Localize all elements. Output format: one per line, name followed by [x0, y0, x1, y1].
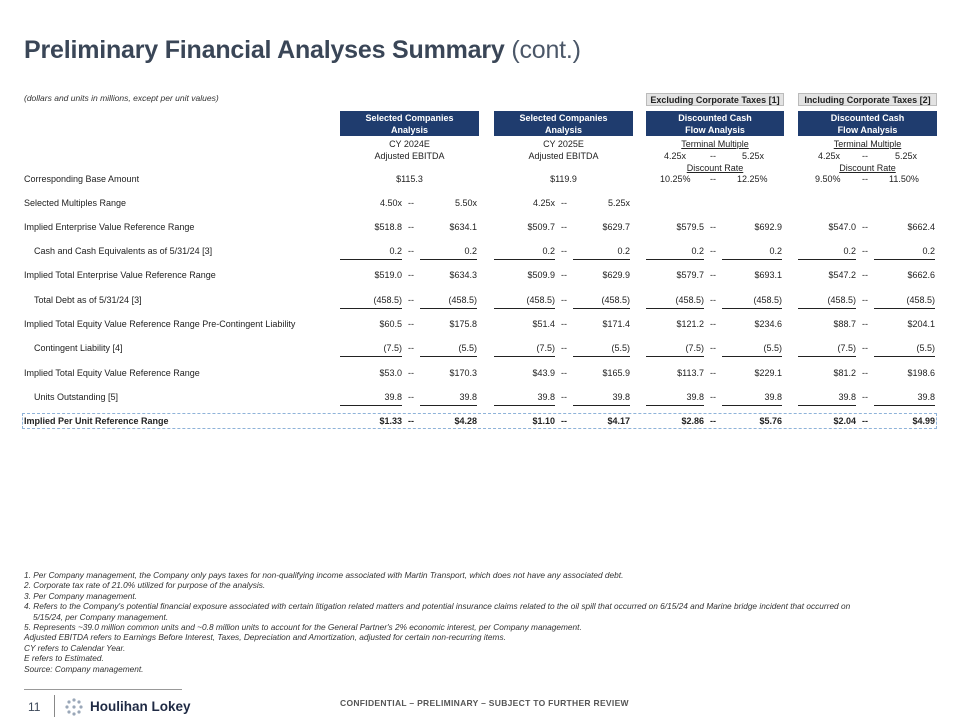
- row-label: Implied Total Enterprise Value Reference Range: [24, 270, 216, 280]
- row-label: Total Debt as of 5/31/24 [3]: [34, 295, 142, 305]
- value-cell: --: [408, 246, 414, 256]
- value-cell: --: [561, 416, 567, 426]
- column-header-2: Selected Companies Analysis: [494, 111, 633, 136]
- value-cell: $629.7: [602, 222, 630, 232]
- value-cell: --: [710, 319, 716, 329]
- houlihan-lokey-logo-icon: [64, 697, 84, 717]
- footnote: 1. Per Company management, the Company only pays taxes for non-qualifying income associated with Martin Transport, which does not have any associated debt.: [24, 570, 624, 580]
- value-cell: (458.5): [827, 295, 856, 305]
- value-cell: 0.2: [464, 246, 477, 256]
- footnote: 3. Per Company management.: [24, 590, 137, 601]
- value-cell: $579.5: [676, 222, 704, 232]
- footnote: CY refers to Calendar Year.: [24, 642, 126, 653]
- implied-per-unit-highlight: [22, 413, 937, 429]
- value-cell: $519.0: [374, 270, 402, 280]
- value-cell: (7.5): [685, 343, 704, 353]
- row-label: Implied Enterprise Value Reference Range: [24, 222, 195, 232]
- value-cell: --: [710, 343, 716, 353]
- value-cell: --: [408, 222, 414, 232]
- value-cell: --: [862, 319, 868, 329]
- footnote: 2. Corporate tax rate of 21.0% utilized for purpose of the analysis.: [24, 580, 266, 591]
- footnotes: [24, 570, 939, 674]
- value-cell: (458.5): [526, 295, 555, 305]
- value-cell: $579.7: [676, 270, 704, 280]
- value-cell: --: [408, 416, 414, 426]
- value-cell: $662.6: [907, 270, 935, 280]
- value-cell: 39.8: [459, 392, 477, 402]
- value-cell: $60.5: [379, 319, 402, 329]
- base-amount-col-2: $119.9: [550, 174, 577, 184]
- subtotal-underline: [494, 308, 555, 309]
- value-cell: --: [561, 246, 567, 256]
- base-amount-col-3-dash: --: [710, 174, 716, 184]
- subtotal-underline: [646, 405, 704, 406]
- subtotal-underline: [798, 405, 856, 406]
- value-cell: --: [561, 222, 567, 232]
- subtotal-underline: [874, 356, 935, 357]
- value-cell: $547.0: [828, 222, 856, 232]
- value-cell: --: [710, 368, 716, 378]
- value-cell: $234.6: [754, 319, 782, 329]
- value-cell: $229.1: [754, 368, 782, 378]
- footer-separator: [54, 695, 55, 717]
- value-cell: --: [561, 295, 567, 305]
- value-cell: --: [862, 368, 868, 378]
- value-cell: $204.1: [907, 319, 935, 329]
- multiples-col-2-dash: --: [561, 198, 567, 208]
- subtotal-underline: [494, 405, 555, 406]
- value-cell: --: [862, 270, 868, 280]
- column-4-multiple-low: 4.25x: [818, 151, 841, 161]
- value-cell: (458.5): [373, 295, 402, 305]
- value-cell: $5.76: [759, 416, 782, 426]
- value-cell: $121.2: [676, 319, 704, 329]
- row-label: Implied Per Unit Reference Range: [24, 416, 169, 426]
- value-cell: --: [710, 270, 716, 280]
- value-cell: $1.33: [379, 416, 402, 426]
- value-cell: --: [862, 343, 868, 353]
- subtotal-underline: [340, 259, 402, 260]
- subtotal-underline: [573, 356, 630, 357]
- subtotal-underline: [420, 259, 477, 260]
- value-cell: $629.9: [602, 270, 630, 280]
- base-amount-col-4-low: 9.50%: [815, 174, 841, 184]
- value-cell: 39.8: [686, 392, 704, 402]
- column-3-multiple-dash: --: [710, 151, 716, 161]
- subtotal-underline: [573, 259, 630, 260]
- column-4-discount-rate: Discount Rate: [839, 163, 896, 173]
- subtotal-underline: [340, 356, 402, 357]
- value-cell: 0.2: [922, 246, 935, 256]
- subtotal-underline: [573, 308, 630, 309]
- value-cell: $165.9: [602, 368, 630, 378]
- footnote: 5/15/24, per Company management.: [33, 611, 169, 622]
- footnote: 5. Represents ~39.0 million common units and ~0.8 million units to account for the General Partner's 2% economic interest, per Company management.: [24, 622, 582, 633]
- column-header-3: Discounted Cash Flow Analysis: [646, 111, 784, 136]
- row-label-base-amount: Corresponding Base Amount: [24, 174, 140, 184]
- value-cell: (458.5): [448, 295, 477, 305]
- value-cell: 39.8: [612, 392, 630, 402]
- footnote: 4. Refers to the Company's potential financial exposure associated with certain litigation related matters and potential insurance claims related to the oil spill that occurred on 6/15/24 and Marine bridge incident that occurred on: [24, 601, 851, 612]
- confidential-notice: CONFIDENTIAL – PRELIMINARY – SUBJECT TO FURTHER REVIEW: [340, 698, 629, 708]
- column-1-period: CY 2024E: [389, 139, 430, 149]
- base-amount-col-3-high: 12.25%: [737, 174, 768, 184]
- subtotal-underline: [722, 259, 782, 260]
- column-2-metric: Adjusted EBITDA: [528, 151, 599, 161]
- value-cell: (5.5): [611, 343, 630, 353]
- footer-divider: [24, 689, 182, 690]
- value-cell: (5.5): [763, 343, 782, 353]
- value-cell: (7.5): [837, 343, 856, 353]
- base-amount-col-1: $115.3: [396, 174, 423, 184]
- subtotal-underline: [798, 259, 856, 260]
- subtotal-underline: [874, 405, 935, 406]
- value-cell: $4.17: [607, 416, 630, 426]
- value-cell: $81.2: [833, 368, 856, 378]
- value-cell: --: [710, 222, 716, 232]
- value-cell: --: [408, 343, 414, 353]
- value-cell: $51.4: [532, 319, 555, 329]
- multiples-col-1-low: 4.50x: [379, 198, 402, 208]
- subtotal-underline: [722, 356, 782, 357]
- scenario-including-taxes: Including Corporate Taxes [2]: [798, 93, 937, 106]
- value-cell: --: [710, 295, 716, 305]
- footnote: E refers to Estimated.: [24, 653, 104, 664]
- base-amount-col-3-low: 10.25%: [660, 174, 691, 184]
- value-cell: $2.04: [833, 416, 856, 426]
- value-cell: $518.8: [374, 222, 402, 232]
- page-title: Preliminary Financial Analyses Summary (cont.): [24, 36, 581, 64]
- value-cell: --: [710, 246, 716, 256]
- value-cell: 0.2: [389, 246, 402, 256]
- value-cell: --: [408, 295, 414, 305]
- base-amount-col-4-high: 11.50%: [889, 174, 919, 184]
- footnote: Adjusted EBITDA refers to Earnings Before Interest, Taxes, Depreciation and Amortization, adjusted for certain non-recurring items.: [24, 632, 506, 643]
- value-cell: $547.2: [828, 270, 856, 280]
- value-cell: --: [408, 392, 414, 402]
- value-cell: (458.5): [601, 295, 630, 305]
- value-cell: --: [408, 368, 414, 378]
- subtotal-underline: [874, 308, 935, 309]
- subtotal-underline: [646, 308, 704, 309]
- value-cell: $2.86: [681, 416, 704, 426]
- multiples-col-2-high: 5.25x: [607, 198, 630, 208]
- value-cell: --: [561, 392, 567, 402]
- value-cell: --: [561, 319, 567, 329]
- value-cell: --: [862, 416, 868, 426]
- value-cell: $198.6: [907, 368, 935, 378]
- value-cell: $171.4: [602, 319, 630, 329]
- value-cell: 39.8: [838, 392, 856, 402]
- column-3-terminal-multiple: Terminal Multiple: [681, 139, 749, 149]
- subtotal-underline: [798, 308, 856, 309]
- value-cell: --: [561, 270, 567, 280]
- value-cell: $113.7: [677, 368, 704, 378]
- value-cell: $175.8: [449, 319, 477, 329]
- value-cell: $509.9: [527, 270, 555, 280]
- base-amount-col-4-dash: --: [862, 174, 868, 184]
- value-cell: $53.0: [379, 368, 402, 378]
- subtotal-underline: [798, 356, 856, 357]
- value-cell: 39.8: [764, 392, 782, 402]
- value-cell: $4.28: [454, 416, 477, 426]
- value-cell: --: [561, 368, 567, 378]
- subtotal-underline: [494, 356, 555, 357]
- subtotal-underline: [420, 308, 477, 309]
- page-number: 11: [28, 700, 41, 714]
- value-cell: 0.2: [843, 246, 856, 256]
- value-cell: $43.9: [532, 368, 555, 378]
- footnote: Source: Company management.: [24, 663, 144, 674]
- value-cell: 0.2: [769, 246, 782, 256]
- subtotal-underline: [573, 405, 630, 406]
- column-2-period: CY 2025E: [543, 139, 584, 149]
- subtotal-underline: [340, 308, 402, 309]
- column-3-discount-rate: Discount Rate: [686, 163, 744, 173]
- row-label: Units Outstanding [5]: [34, 392, 119, 402]
- subtotal-underline: [646, 259, 704, 260]
- value-cell: 39.8: [384, 392, 402, 402]
- value-cell: --: [862, 246, 868, 256]
- value-cell: (5.5): [916, 343, 935, 353]
- value-cell: (458.5): [675, 295, 704, 305]
- value-cell: 39.8: [537, 392, 555, 402]
- value-cell: (7.5): [536, 343, 555, 353]
- subtotal-underline: [646, 356, 704, 357]
- column-4-terminal-multiple: Terminal Multiple: [833, 139, 902, 149]
- value-cell: 0.2: [542, 246, 555, 256]
- value-cell: --: [862, 392, 868, 402]
- value-cell: $634.1: [449, 222, 477, 232]
- value-cell: $634.3: [449, 270, 477, 280]
- column-3-multiple-low: 4.25x: [664, 151, 687, 161]
- value-cell: 0.2: [691, 246, 704, 256]
- row-label: Implied Total Equity Value Reference Range: [24, 368, 200, 378]
- row-label: Cash and Cash Equivalents as of 5/31/24 [3]: [34, 246, 213, 256]
- row-label: Implied Total Equity Value Reference Range Pre-Contingent Liability: [24, 319, 296, 329]
- subtotal-underline: [722, 405, 782, 406]
- column-4-multiple-dash: --: [862, 151, 868, 161]
- value-cell: (5.5): [458, 343, 477, 353]
- multiples-col-1-high: 5.50x: [454, 198, 477, 208]
- scenario-excluding-taxes: Excluding Corporate Taxes [1]: [646, 93, 784, 106]
- value-cell: $509.7: [527, 222, 555, 232]
- subtotal-underline: [722, 308, 782, 309]
- row-label: Contingent Liability [4]: [34, 343, 123, 353]
- value-cell: 0.2: [617, 246, 630, 256]
- value-cell: --: [862, 222, 868, 232]
- value-cell: $692.9: [754, 222, 782, 232]
- row-label-multiples: Selected Multiples Range: [24, 198, 127, 208]
- value-cell: --: [561, 343, 567, 353]
- brand-name: Houlihan Lokey: [90, 699, 191, 714]
- column-header-4: Discounted Cash Flow Analysis: [798, 111, 937, 136]
- value-cell: (458.5): [753, 295, 782, 305]
- value-cell: $693.1: [754, 270, 782, 280]
- units-note: (dollars and units in millions, except per unit values): [24, 93, 219, 103]
- column-4-multiple-high: 5.25x: [895, 151, 918, 161]
- value-cell: --: [710, 416, 716, 426]
- multiples-col-2-low: 4.25x: [532, 198, 555, 208]
- value-cell: (458.5): [906, 295, 935, 305]
- value-cell: $4.99: [912, 416, 935, 426]
- column-1-metric: Adjusted EBITDA: [374, 151, 445, 161]
- value-cell: $1.10: [532, 416, 555, 426]
- subtotal-underline: [420, 405, 477, 406]
- value-cell: --: [408, 270, 414, 280]
- value-cell: --: [710, 392, 716, 402]
- subtotal-underline: [420, 356, 477, 357]
- column-3-multiple-high: 5.25x: [742, 151, 765, 161]
- subtotal-underline: [874, 259, 935, 260]
- value-cell: --: [408, 319, 414, 329]
- multiples-col-1-dash: --: [408, 198, 414, 208]
- value-cell: --: [862, 295, 868, 305]
- value-cell: (7.5): [383, 343, 402, 353]
- value-cell: 39.8: [917, 392, 935, 402]
- subtotal-underline: [494, 259, 555, 260]
- value-cell: $170.3: [449, 368, 477, 378]
- subtotal-underline: [340, 405, 402, 406]
- column-header-1: Selected Companies Analysis: [340, 111, 479, 136]
- value-cell: $662.4: [907, 222, 935, 232]
- value-cell: $88.7: [833, 319, 856, 329]
